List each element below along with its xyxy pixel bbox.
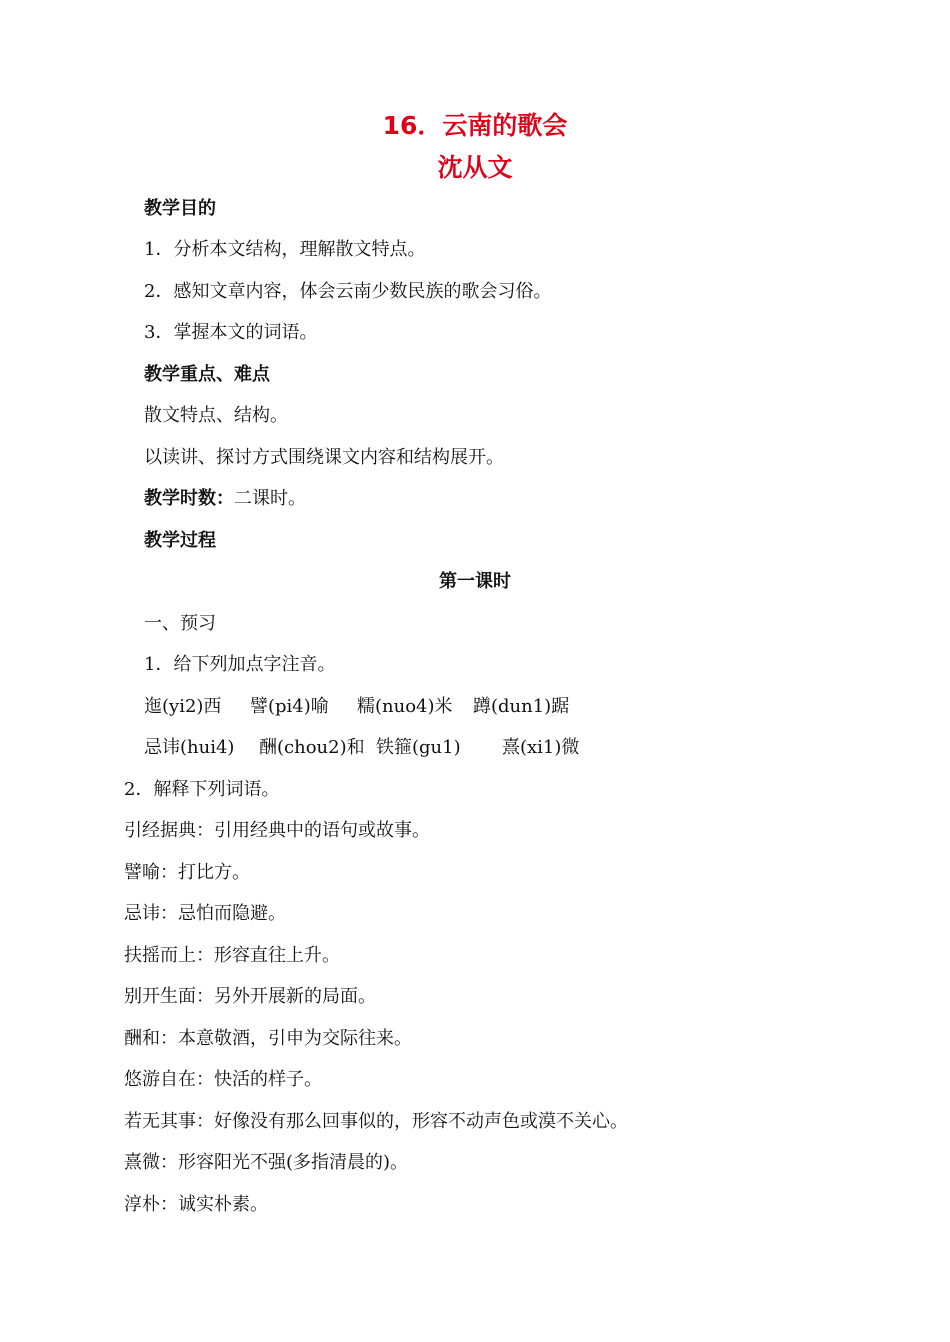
hours-value: 二课时。 [234,488,306,509]
pinyin-item: 迤(yi2)西 [144,696,222,717]
pinyin-task: 1．给下列加点字注音。 [144,654,336,675]
keypoint-item: 散文特点、结构。 [144,405,288,426]
pinyin-item: 熹(xi1)微 [502,737,580,758]
definition-item: 淳朴：诚实朴素。 [124,1194,268,1215]
teaching-hours [144,487,306,511]
goal-item: 3．掌握本文的词语。 [144,322,318,343]
document-title: 16．云南的歌会 [382,111,568,140]
keypoints-heading: 教学重点、难点 [144,364,270,385]
pinyin-item: 酬(chou2)和 [259,737,365,758]
explain-task: 2．解释下列词语。 [124,779,280,800]
lesson-heading: 第一课时 [439,571,511,592]
pinyin-item: 铁箍(gu1) [376,737,461,758]
pinyin-item: 譬(pi4)喻 [250,696,329,717]
definition-item: 别开生面：另外开展新的局面。 [124,986,376,1007]
keypoint-item: 以读讲、探讨方式围绕课文内容和结构展开。 [144,447,504,468]
definition-item: 悠游自在：快活的样子。 [124,1069,322,1090]
goals-heading: 教学目的 [144,198,216,219]
definition-item: 若无其事：好像没有那么回事似的，形容不动声色或漠不关心。 [124,1111,628,1132]
process-heading: 教学过程 [144,530,216,551]
goal-item: 2．感知文章内容，体会云南少数民族的歌会习俗。 [144,281,552,302]
definition-item: 引经据典：引用经典中的语句或故事。 [124,820,430,841]
author-name: 沈从文 [437,153,513,182]
goal-item: 1．分析本文结构，理解散文特点。 [144,239,426,260]
preview-heading: 一、预习 [144,613,216,634]
pinyin-item: 忌讳(hui4) [144,737,235,758]
definition-item: 熹微：形容阳光不强(多指清晨的)。 [124,1152,409,1173]
pinyin-item: 糯(nuo4)米 [357,696,453,717]
definition-item: 忌讳：忌怕而隐避。 [124,903,286,924]
definition-item: 扶摇而上：形容直往上升。 [124,945,340,966]
definition-item: 酬和：本意敬酒，引申为交际往来。 [124,1028,412,1049]
hours-label: 教学时数： [144,488,234,509]
pinyin-item: 蹲(dun1)踞 [473,696,570,717]
definition-item: 譬喻：打比方。 [124,862,250,883]
